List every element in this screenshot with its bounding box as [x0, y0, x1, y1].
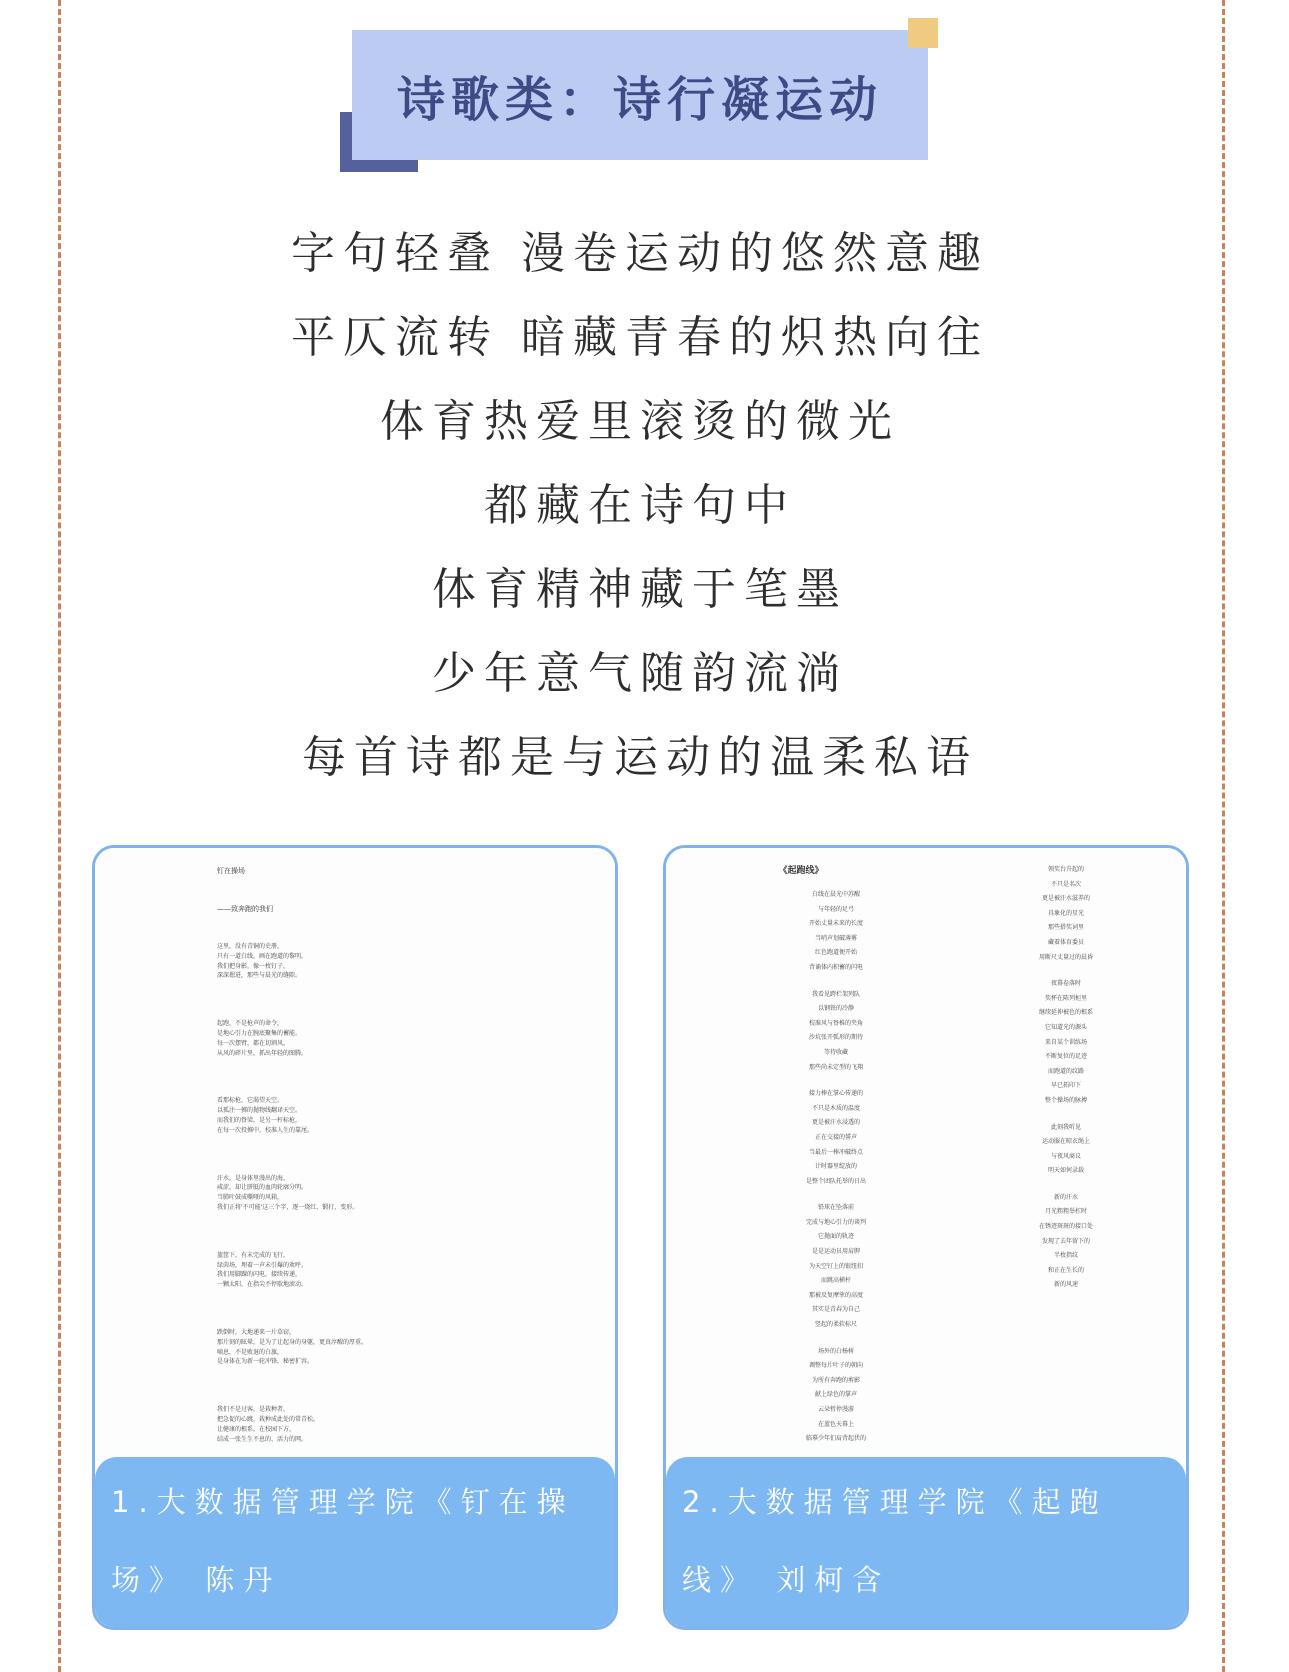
doc-line: 咸涩，却让胼胝的血肉轮廓分明。 — [217, 1184, 308, 1192]
doc-line: 云朵暂停漫游 — [817, 1406, 854, 1413]
doc-title: 钉在操场 — [217, 867, 245, 875]
doc-line: 领奖台升起的 — [1047, 866, 1084, 873]
doc-stanza — [986, 1191, 1146, 1293]
doc-line: 继续延伸被色的根系 — [1038, 1009, 1093, 1017]
doc-stanza — [736, 1201, 936, 1332]
doc-line: 为所有奔跑的剪影 — [811, 1376, 860, 1384]
doc-line: 绿茵场，埋着一声未引爆的欢呼。 — [217, 1261, 308, 1269]
doc-line: 校准风与脊椎的夹角 — [808, 1019, 863, 1027]
doc-line: 月光粗粗举杠时 — [1044, 1208, 1087, 1216]
title-accent-square — [908, 18, 938, 48]
doc-line: 嘀息，不是败退的白旗， — [217, 1348, 284, 1356]
poem-line: 体育精神藏于笔墨 — [432, 564, 848, 615]
doc-line: 那些尚未定型的飞翔 — [808, 1063, 863, 1071]
doc-line: 而跑道的纹路 — [1047, 1067, 1084, 1075]
doc-line: 那片刻的眩晕，是为了让起身的身躯，更真淳醒的厚重。 — [217, 1338, 368, 1346]
doc-line: 与夜风商议 — [1050, 1152, 1081, 1160]
doc-line: 一颗太阳，在指尖不停歇地滚动。 — [217, 1281, 308, 1289]
poem-line: 少年意气随韵流淌 — [432, 648, 848, 699]
left-dashed-border — [58, 0, 61, 1672]
doc-line: 起跑，不是枪声的命令， — [217, 1020, 284, 1028]
doc-line: 当最后一棒冲破终点 — [808, 1148, 863, 1156]
doc-line: 结成一张生生不息的、活力的网。 — [217, 1435, 308, 1443]
doc-line: 奖杯在陈列柜里 — [1044, 994, 1087, 1002]
doc-line: 而我们的脊梁，是另一杆标枪， — [217, 1116, 302, 1124]
intro-poem — [80, 212, 1200, 800]
doc-subtitle: ——致奔跑的我们 — [217, 905, 273, 913]
doc-line: 整个操场的脉搏 — [1044, 1096, 1087, 1104]
doc-line: 在锈迹斑斑的接口处 — [1038, 1223, 1093, 1231]
doc-line: 更是被汗水滋养的 — [1041, 895, 1090, 903]
doc-line: 深深摁进，那些与晨光的缝隙。 — [217, 972, 302, 980]
doc-line: 完成与地心引力的谈判 — [805, 1218, 866, 1226]
doc-line: 临摹少年们肩背起伏的 — [805, 1435, 866, 1443]
doc-line: 为天空钉上的银纽扣 — [808, 1262, 863, 1270]
doc-line: 明天如何录载 — [1047, 1167, 1084, 1175]
doc-paragraph — [217, 1405, 517, 1444]
doc-line: 这里，没有青铜的史册， — [217, 943, 284, 950]
document-preview-1 — [95, 848, 615, 1462]
doc-line: 汗水，是身体里漫出的海， — [217, 1174, 290, 1182]
doc-line: 那被反复摩挲的高度 — [808, 1291, 863, 1299]
doc-line: 半枚指纹 — [1053, 1252, 1078, 1260]
doc-line: 当哨声划破薄雾 — [814, 934, 857, 942]
entry-card-1[interactable] — [92, 845, 618, 1630]
doc-stanza — [736, 988, 936, 1076]
doc-line: 从风的碎片里，抓出年轻的图腾。 — [217, 1049, 308, 1057]
doc-paragraph — [217, 942, 517, 981]
doc-line: 它抛面的轨迹 — [817, 1233, 854, 1241]
doc-line: 我们把身影，像一枚钉子， — [217, 962, 290, 970]
doc-line: 计时器里绽放的 — [814, 1163, 857, 1171]
doc-line: 我们用脚踝的闪电，接续传递， — [217, 1271, 302, 1279]
doc-line: 调整每片叶子的朝向 — [808, 1362, 863, 1370]
doc-line: 来自某个训练场 — [1044, 1038, 1087, 1046]
doc-line: 看那标枪，它渴望天空， — [217, 1097, 284, 1105]
doc-line: 白线在晨光中苏醒 — [811, 891, 860, 898]
doc-right-column — [986, 863, 1146, 1305]
doc-line: 是身体在为新一轮冲锋，秘密扩容。 — [217, 1358, 314, 1366]
doc-line: 接力棒在掌心传递的 — [808, 1090, 863, 1098]
doc-line: 等待收藏 — [823, 1048, 848, 1056]
doc-line: 它知道光的源头 — [1044, 1023, 1087, 1031]
doc-line: 在蓝色天幕上 — [817, 1420, 854, 1428]
doc-line: 正在交接的誓声 — [814, 1133, 857, 1141]
doc-stanza — [736, 1087, 936, 1189]
section-title-banner — [352, 30, 928, 160]
card-caption-1: 1.大数据管理学院《钉在操场》 陈丹 — [95, 1457, 615, 1627]
doc-title: 《起跑线》 — [778, 866, 824, 876]
poem-line: 平仄流转 暗藏青春的炽热向往 — [291, 312, 989, 363]
doc-line: 篮筐下，有未完成的飞行， — [217, 1251, 290, 1259]
doc-stanza — [986, 1121, 1146, 1179]
doc-paragraph — [217, 1019, 517, 1058]
doc-line: 以孤注一掷的抛物线翻译天空。 — [217, 1107, 302, 1115]
document-preview-2 — [666, 848, 1186, 1462]
doc-line: 与年轻的足弓 — [817, 905, 854, 913]
doc-line: 每一次摆臂，都在切割风， — [217, 1039, 290, 1047]
doc-stanza — [986, 977, 1146, 1108]
doc-line: 让健康的根系，在校园下方， — [217, 1425, 296, 1433]
doc-line: 此刻我听见 — [1050, 1123, 1081, 1131]
card-caption-2: 2.大数据管理学院《起跑线》 刘柯含 — [666, 1457, 1186, 1627]
doc-line: 不只是木质的温度 — [811, 1104, 860, 1112]
doc-line: 我们正将'不可能'这三个字，逐一烧红、锻打、变形。 — [217, 1203, 359, 1211]
doc-line: 不只是名次 — [1050, 880, 1081, 888]
doc-line: 以钢铁的冷静 — [817, 1005, 854, 1013]
doc-left-column — [736, 888, 936, 1459]
doc-line: 我们不是过客，是栽种者， — [217, 1406, 290, 1414]
doc-line: 是整个团队托举的日出 — [805, 1177, 866, 1185]
doc-stanza — [736, 888, 936, 976]
doc-line: 场外的白杨树 — [817, 1347, 854, 1355]
doc-line: 沙坑张开弧形的期待 — [808, 1034, 863, 1042]
doc-line: 是是运动员用肩胛 — [811, 1248, 860, 1256]
doc-line: 不断复位的足迹 — [1044, 1053, 1087, 1061]
doc-line: 运动服在晾衣绳上 — [1041, 1138, 1090, 1146]
doc-line: 只有一道白线，画在跑道的黎明。 — [217, 952, 308, 960]
doc-line: 当肺叶鼓成嘶哑的风箱， — [217, 1194, 284, 1202]
doc-line: 铅球在坠落前 — [817, 1204, 854, 1212]
doc-paragraph — [217, 1328, 517, 1367]
doc-line: 夜幕卷落时 — [1050, 980, 1081, 988]
doc-line: 献上绿色的掌声 — [814, 1391, 857, 1399]
doc-line: 竖起的柔软标尺 — [814, 1321, 857, 1329]
doc-paragraph — [217, 1174, 517, 1213]
poem-line: 都藏在诗句中 — [484, 480, 796, 531]
doc-line: 早已拓印下 — [1050, 1082, 1081, 1090]
doc-line: 在每一次投掷中，校准人生的靠尾。 — [217, 1126, 314, 1134]
doc-line: 用断尺丈量过的晨昏 — [1038, 953, 1093, 961]
doc-stanza — [736, 1345, 936, 1447]
doc-line: 更是被汗水浸透的 — [811, 1119, 860, 1127]
poem-line: 每首诗都是与运动的温柔私语 — [302, 732, 978, 783]
section-title: 诗歌类：诗行凝运动 — [396, 71, 883, 128]
doc-paragraph — [217, 1251, 517, 1290]
doc-line: 藏着体育委员 — [1047, 938, 1084, 946]
doc-line: 我看见跨栏架列队 — [811, 990, 860, 998]
doc-line: 其实是青春为自己 — [811, 1306, 860, 1314]
doc-line: 新的风速 — [1053, 1281, 1078, 1289]
doc-line: 把急促的心跳，栽种成此处的常青松。 — [217, 1415, 320, 1423]
doc-line: 发现了去年留下的 — [1041, 1237, 1090, 1245]
entry-card-2[interactable] — [663, 845, 1189, 1630]
doc-line: 那些搭奖词里 — [1047, 924, 1084, 932]
doc-line: 具象化的星光 — [1047, 909, 1084, 917]
doc-body — [217, 942, 517, 1462]
doc-line: 和正在生长的 — [1047, 1266, 1084, 1274]
doc-line: 跌倒时，大地递来一片草窃， — [217, 1328, 296, 1336]
doc-line: 红色跑道便开始 — [814, 949, 857, 957]
doc-line: 新的汗水 — [1053, 1193, 1078, 1201]
doc-paragraph — [217, 1096, 517, 1135]
doc-line: 背诵体内积蓄的闪电 — [808, 963, 863, 971]
doc-line: 是地心引力在腕底聚集的蓄能。 — [217, 1029, 302, 1037]
doc-line: 开始丈量未来的长度 — [808, 920, 863, 928]
doc-stanza — [986, 863, 1146, 965]
right-dashed-border — [1222, 0, 1225, 1672]
poem-line: 字句轻叠 漫卷运动的悠然意趣 — [291, 228, 989, 279]
poem-line: 体育热爱里滚烫的微光 — [380, 396, 900, 447]
doc-line: 而跳高横杆 — [820, 1277, 851, 1285]
